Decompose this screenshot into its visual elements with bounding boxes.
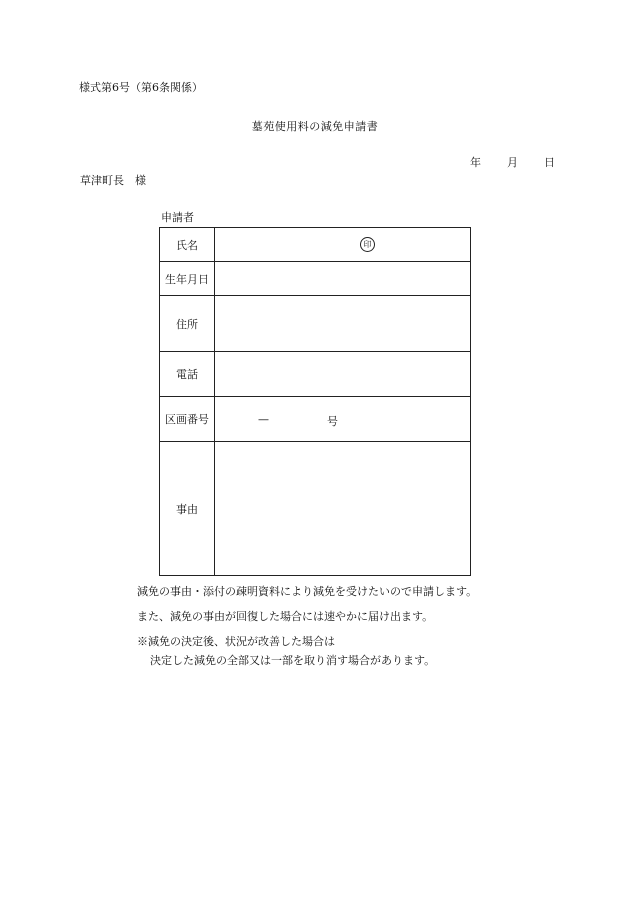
applicant-table [159,227,471,576]
form-number: 様式第6号（第6条関係） [79,81,203,94]
name-label: 氏名 [160,228,215,262]
date-line [470,157,555,168]
reason-field[interactable] [215,442,471,576]
reason-label: 事由 [160,442,215,576]
date-day: 日 [544,156,555,169]
address-row [160,296,471,352]
phone-field[interactable] [215,352,471,397]
notification-text: また、減免の事由が回復した場合には速やかに届け出ます。 [137,610,434,623]
plot-number-row [160,397,471,442]
addressee: 草津町長 様 [80,174,146,187]
phone-label: 電話 [160,352,215,397]
declaration-text: 減免の事由・添付の疎明資料により減免を受けたいので申請します。 [137,585,478,598]
plot-dash: — [258,413,269,426]
reason-row [160,442,471,576]
name-row [160,228,471,262]
plot-number-field[interactable] [215,397,471,442]
plot-number-label: 区画番号 [160,397,215,442]
birthdate-field[interactable] [215,262,471,296]
caution-detail-text: 決定した減免の全部又は一部を取り消す場合があります。 [150,654,436,667]
seal-mark: 印 [360,237,375,252]
address-field[interactable] [215,296,471,352]
birthdate-row [160,262,471,296]
date-month: 月 [507,156,518,169]
plot-suffix: 号 [327,415,338,428]
phone-row [160,352,471,397]
caution-text: ※減免の決定後、状況が改善した場合は [137,635,335,648]
name-field[interactable] [215,228,471,262]
address-label: 住所 [160,296,215,352]
applicant-label: 申請者 [161,211,194,224]
date-year: 年 [470,156,481,169]
form-title: 墓苑使用料の減免申請書 [251,120,379,133]
birthdate-label: 生年月日 [160,262,215,296]
